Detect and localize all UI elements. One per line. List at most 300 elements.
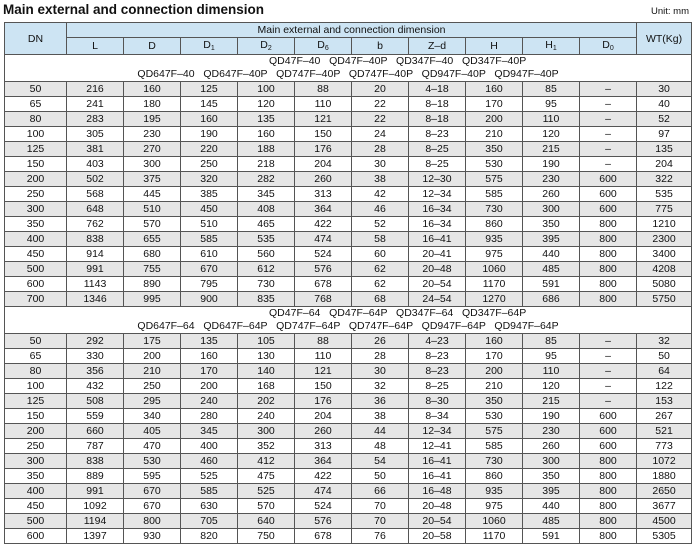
table-cell: 180 xyxy=(124,97,181,112)
table-cell: 350 xyxy=(5,469,67,484)
table-cell: 838 xyxy=(67,454,124,469)
table-cell: 670 xyxy=(124,499,181,514)
table-cell: 16–48 xyxy=(409,484,466,499)
table-cell: 190 xyxy=(181,127,238,142)
table-cell: 432 xyxy=(67,379,124,394)
table-row xyxy=(5,82,692,97)
table-cell: 364 xyxy=(295,202,352,217)
table-cell: 1210 xyxy=(637,217,692,232)
table-cell: 150 xyxy=(5,157,67,172)
table-cell: 58 xyxy=(352,232,409,247)
table-cell: 356 xyxy=(67,364,124,379)
table-cell: 991 xyxy=(67,262,124,277)
table-cell: 800 xyxy=(580,262,637,277)
table-cell: 450 xyxy=(5,499,67,514)
table-cell: 800 xyxy=(580,277,637,292)
table-cell: 188 xyxy=(238,142,295,157)
table-row xyxy=(5,247,692,262)
table-cell: 76 xyxy=(352,529,409,544)
table-cell: 730 xyxy=(466,454,523,469)
model-row xyxy=(5,55,692,82)
table-cell: 680 xyxy=(124,247,181,262)
table-cell: 12–34 xyxy=(409,187,466,202)
table-row xyxy=(5,112,692,127)
table-cell: 838 xyxy=(67,232,124,247)
table-row xyxy=(5,379,692,394)
table-cell: 62 xyxy=(352,277,409,292)
table-cell: 168 xyxy=(238,379,295,394)
table-cell: 800 xyxy=(580,232,637,247)
table-cell: 403 xyxy=(67,157,124,172)
table-cell: 450 xyxy=(181,202,238,217)
table-cell: 1143 xyxy=(67,277,124,292)
table-cell: 283 xyxy=(67,112,124,127)
table-cell: 204 xyxy=(295,157,352,172)
table-cell: 66 xyxy=(352,484,409,499)
table-cell: 8–30 xyxy=(409,394,466,409)
table-cell: 170 xyxy=(181,364,238,379)
table-cell: 600 xyxy=(580,409,637,424)
table-row xyxy=(5,232,692,247)
table-cell: 395 xyxy=(523,232,580,247)
column-header xyxy=(124,38,181,55)
table-cell: 40 xyxy=(637,97,692,112)
table-cell: 900 xyxy=(181,292,238,307)
table-cell: 510 xyxy=(124,202,181,217)
table-cell: 65 xyxy=(5,349,67,364)
table-cell: 250 xyxy=(181,157,238,172)
table-cell: 36 xyxy=(352,394,409,409)
table-cell: 559 xyxy=(67,409,124,424)
table-cell: 935 xyxy=(466,484,523,499)
table-cell: 20–54 xyxy=(409,514,466,529)
table-cell: 32 xyxy=(637,334,692,349)
table-cell: 800 xyxy=(580,454,637,469)
table-cell: 50 xyxy=(637,349,692,364)
table-cell: – xyxy=(580,142,637,157)
column-header xyxy=(181,38,238,55)
table-cell: 860 xyxy=(466,469,523,484)
table-cell: 330 xyxy=(67,349,124,364)
table-cell: 775 xyxy=(637,202,692,217)
table-row xyxy=(5,262,692,277)
table-cell: 313 xyxy=(295,187,352,202)
table-cell: 200 xyxy=(124,349,181,364)
table-cell: 190 xyxy=(523,157,580,172)
table-cell: 2300 xyxy=(637,232,692,247)
table-cell: 686 xyxy=(523,292,580,307)
table-cell: 80 xyxy=(5,112,67,127)
table-cell: 576 xyxy=(295,514,352,529)
column-header-subscript: 1 xyxy=(210,45,215,52)
table-row xyxy=(5,394,692,409)
table-cell: 204 xyxy=(637,157,692,172)
table-cell: 120 xyxy=(523,127,580,142)
table-cell: 267 xyxy=(637,409,692,424)
table-cell: 210 xyxy=(466,127,523,142)
table-cell: 773 xyxy=(637,439,692,454)
table-cell: 12–34 xyxy=(409,424,466,439)
table-cell: 570 xyxy=(238,499,295,514)
table-cell: – xyxy=(580,127,637,142)
table-cell: 153 xyxy=(637,394,692,409)
table-cell: 135 xyxy=(181,334,238,349)
table-cell: 160 xyxy=(124,82,181,97)
table-cell: 535 xyxy=(238,232,295,247)
table-row xyxy=(5,424,692,439)
table-cell: 38 xyxy=(352,172,409,187)
table-cell: 204 xyxy=(295,409,352,424)
table-cell: – xyxy=(580,112,637,127)
table-cell: 16–41 xyxy=(409,469,466,484)
table-cell: 800 xyxy=(580,529,637,544)
table-cell: 422 xyxy=(295,217,352,232)
table-cell: 485 xyxy=(523,262,580,277)
table-row xyxy=(5,292,692,307)
table-cell: 313 xyxy=(295,439,352,454)
table-cell: 44 xyxy=(352,424,409,439)
table-row xyxy=(5,469,692,484)
model-row xyxy=(5,307,692,334)
table-cell: 655 xyxy=(124,232,181,247)
table-cell: – xyxy=(580,379,637,394)
table-cell: 600 xyxy=(580,424,637,439)
table-row xyxy=(5,217,692,232)
table-cell: 80 xyxy=(5,364,67,379)
table-cell: 230 xyxy=(523,172,580,187)
column-header-main: D xyxy=(260,39,268,51)
column-header-main: D xyxy=(317,39,325,51)
table-cell: 12–30 xyxy=(409,172,466,187)
table-cell: 95 xyxy=(523,349,580,364)
table-cell: 524 xyxy=(295,247,352,262)
table-cell: 575 xyxy=(466,424,523,439)
table-cell: 97 xyxy=(637,127,692,142)
table-cell: 585 xyxy=(466,439,523,454)
table-cell: 16–41 xyxy=(409,454,466,469)
table-cell: 935 xyxy=(466,232,523,247)
column-header xyxy=(238,38,295,55)
table-cell: 975 xyxy=(466,247,523,262)
table-cell: 200 xyxy=(5,172,67,187)
table-cell: 8–34 xyxy=(409,409,466,424)
table-cell: 95 xyxy=(523,97,580,112)
table-cell: 4208 xyxy=(637,262,692,277)
table-cell: – xyxy=(580,97,637,112)
table-cell: 8–25 xyxy=(409,142,466,157)
table-cell: 20–58 xyxy=(409,529,466,544)
table-cell: 787 xyxy=(67,439,124,454)
table-cell: 216 xyxy=(67,82,124,97)
table-cell: 30 xyxy=(637,82,692,97)
table-cell: 28 xyxy=(352,142,409,157)
table-cell: 70 xyxy=(352,499,409,514)
table-cell: 530 xyxy=(466,157,523,172)
table-cell: 200 xyxy=(5,424,67,439)
table-cell: 524 xyxy=(295,499,352,514)
table-row xyxy=(5,187,692,202)
column-header-main: b xyxy=(377,40,383,52)
table-cell: 230 xyxy=(523,424,580,439)
table-cell: 150 xyxy=(5,409,67,424)
table-cell: 140 xyxy=(238,364,295,379)
table-cell: 65 xyxy=(5,97,67,112)
table-cell: 145 xyxy=(181,97,238,112)
table-cell: 50 xyxy=(5,334,67,349)
table-cell: 300 xyxy=(5,454,67,469)
table-cell: 295 xyxy=(124,394,181,409)
column-header-main: H xyxy=(545,39,553,51)
table-cell: 995 xyxy=(124,292,181,307)
column-header xyxy=(67,38,124,55)
table-cell: 595 xyxy=(124,469,181,484)
table-cell: 340 xyxy=(124,409,181,424)
table-cell: 530 xyxy=(124,454,181,469)
table-cell: 170 xyxy=(466,97,523,112)
table-cell: 62 xyxy=(352,262,409,277)
table-cell: 408 xyxy=(238,202,295,217)
column-header-main: Z–d xyxy=(427,40,447,52)
table-cell: 170 xyxy=(466,349,523,364)
table-cell: 16–41 xyxy=(409,232,466,247)
table-cell: 345 xyxy=(181,424,238,439)
table-cell: 20–41 xyxy=(409,247,466,262)
table-cell: 502 xyxy=(67,172,124,187)
table-cell: 465 xyxy=(238,217,295,232)
table-cell: 88 xyxy=(295,82,352,97)
table-cell: 521 xyxy=(637,424,692,439)
table-cell: 352 xyxy=(238,439,295,454)
table-cell: 46 xyxy=(352,202,409,217)
table-cell: 12–41 xyxy=(409,439,466,454)
table-cell: 8–25 xyxy=(409,379,466,394)
table-cell: 202 xyxy=(238,394,295,409)
table-cell: 670 xyxy=(181,262,238,277)
table-cell: 320 xyxy=(181,172,238,187)
table-cell: 350 xyxy=(523,469,580,484)
table-cell: 292 xyxy=(67,334,124,349)
table-cell: 88 xyxy=(295,334,352,349)
table-cell: 412 xyxy=(238,454,295,469)
table-cell: 70 xyxy=(352,514,409,529)
table-cell: 280 xyxy=(181,409,238,424)
table-cell: 450 xyxy=(5,247,67,262)
table-cell: 260 xyxy=(523,187,580,202)
table-cell: 200 xyxy=(466,364,523,379)
table-cell: 24–54 xyxy=(409,292,466,307)
table-cell: 215 xyxy=(523,142,580,157)
table-cell: 110 xyxy=(523,364,580,379)
table-cell: 1060 xyxy=(466,262,523,277)
table-cell: 215 xyxy=(523,394,580,409)
table-cell: 500 xyxy=(5,514,67,529)
table-cell: 30 xyxy=(352,157,409,172)
table-cell: – xyxy=(580,394,637,409)
table-cell: 800 xyxy=(580,514,637,529)
table-cell: 395 xyxy=(523,484,580,499)
column-header-subscript: 6 xyxy=(324,45,329,52)
table-row xyxy=(5,454,692,469)
table-cell: 60 xyxy=(352,247,409,262)
table-cell: 1270 xyxy=(466,292,523,307)
table-cell: 218 xyxy=(238,157,295,172)
table-cell: 195 xyxy=(124,112,181,127)
column-header-main: D xyxy=(148,40,156,52)
table-cell: 640 xyxy=(238,514,295,529)
table-cell: 800 xyxy=(580,469,637,484)
table-cell: 600 xyxy=(580,202,637,217)
table-cell: 160 xyxy=(466,82,523,97)
model-list xyxy=(5,307,692,334)
table-cell: 110 xyxy=(295,349,352,364)
table-cell: 755 xyxy=(124,262,181,277)
table-cell: 322 xyxy=(637,172,692,187)
table-cell: 300 xyxy=(124,157,181,172)
table-cell: 4–23 xyxy=(409,334,466,349)
header-dn: DN xyxy=(5,23,67,55)
table-cell: 200 xyxy=(466,112,523,127)
table-cell: 660 xyxy=(67,424,124,439)
table-row xyxy=(5,334,692,349)
table-cell: 585 xyxy=(181,484,238,499)
table-cell: 240 xyxy=(181,394,238,409)
table-row xyxy=(5,484,692,499)
table-cell: 120 xyxy=(523,379,580,394)
table-cell: 32 xyxy=(352,379,409,394)
table-cell: 381 xyxy=(67,142,124,157)
column-header xyxy=(295,38,352,55)
table-cell: 160 xyxy=(466,334,523,349)
table-cell: 750 xyxy=(238,529,295,544)
model-line: QD647F–64 QD647F–64P QD747F–64P QD747F–64P QD947F–64P QD947F–64P xyxy=(137,320,559,332)
table-cell: 345 xyxy=(238,187,295,202)
table-cell: 270 xyxy=(124,142,181,157)
table-cell: 800 xyxy=(580,484,637,499)
table-cell: 42 xyxy=(352,187,409,202)
table-cell: – xyxy=(580,157,637,172)
table-cell: 300 xyxy=(523,454,580,469)
table-cell: 52 xyxy=(352,217,409,232)
table-cell: 678 xyxy=(295,277,352,292)
table-cell: 1072 xyxy=(637,454,692,469)
column-header xyxy=(409,38,466,55)
table-cell: 121 xyxy=(295,112,352,127)
table-cell: 150 xyxy=(295,379,352,394)
table-cell: 585 xyxy=(181,232,238,247)
dimension-table xyxy=(4,22,692,544)
page-title: Main external and connection dimension xyxy=(3,2,265,17)
table-cell: 4500 xyxy=(637,514,692,529)
table-cell: 440 xyxy=(523,247,580,262)
table-cell: 508 xyxy=(67,394,124,409)
table-cell: 220 xyxy=(181,142,238,157)
table-cell: 560 xyxy=(238,247,295,262)
model-list xyxy=(5,55,692,82)
table-cell: 500 xyxy=(5,262,67,277)
table-cell: 3400 xyxy=(637,247,692,262)
table-cell: 8–18 xyxy=(409,97,466,112)
table-cell: 630 xyxy=(181,499,238,514)
table-cell: 50 xyxy=(5,82,67,97)
column-header-subscript: 0 xyxy=(609,45,614,52)
table-cell: 600 xyxy=(580,187,637,202)
table-cell: 485 xyxy=(523,514,580,529)
table-cell: 400 xyxy=(5,484,67,499)
table-cell: 350 xyxy=(466,142,523,157)
table-cell: 600 xyxy=(580,172,637,187)
column-header-subscript: 2 xyxy=(267,45,272,52)
table-row xyxy=(5,172,692,187)
table-row xyxy=(5,364,692,379)
table-cell: 535 xyxy=(637,187,692,202)
table-row xyxy=(5,349,692,364)
column-header-main: D xyxy=(602,39,610,51)
table-cell: 8–18 xyxy=(409,112,466,127)
table-cell: 930 xyxy=(124,529,181,544)
table-cell: 405 xyxy=(124,424,181,439)
table-cell: 705 xyxy=(181,514,238,529)
header-group: Main external and connection dimension xyxy=(67,23,637,38)
table-cell: 241 xyxy=(67,97,124,112)
table-cell: 820 xyxy=(181,529,238,544)
table-cell: 50 xyxy=(352,469,409,484)
table-cell: 800 xyxy=(580,499,637,514)
table-cell: 300 xyxy=(238,424,295,439)
table-cell: 474 xyxy=(295,232,352,247)
table-cell: 190 xyxy=(523,409,580,424)
table-cell: 475 xyxy=(238,469,295,484)
model-line: QD647F–40 QD647F–40P QD747F–40P QD747F–40P QD947F–40P QD947F–40P xyxy=(137,68,559,80)
table-cell: 150 xyxy=(295,127,352,142)
table-cell: 24 xyxy=(352,127,409,142)
table-cell: 890 xyxy=(124,277,181,292)
table-row xyxy=(5,202,692,217)
table-cell: 600 xyxy=(5,277,67,292)
table-cell: 1170 xyxy=(466,529,523,544)
table-cell: 176 xyxy=(295,142,352,157)
table-cell: 300 xyxy=(523,202,580,217)
table-cell: 38 xyxy=(352,409,409,424)
table-cell: 350 xyxy=(5,217,67,232)
table-cell: 350 xyxy=(523,217,580,232)
table-cell: – xyxy=(580,349,637,364)
table-cell: 800 xyxy=(124,514,181,529)
table-cell: 5080 xyxy=(637,277,692,292)
table-cell: 30 xyxy=(352,364,409,379)
table-cell: 26 xyxy=(352,334,409,349)
table-cell: 20–48 xyxy=(409,262,466,277)
table-cell: 575 xyxy=(466,172,523,187)
table-cell: 282 xyxy=(238,172,295,187)
table-cell: 300 xyxy=(5,202,67,217)
table-cell: 470 xyxy=(124,439,181,454)
table-cell: 591 xyxy=(523,277,580,292)
table-row xyxy=(5,97,692,112)
table-cell: 585 xyxy=(466,187,523,202)
table-cell: 200 xyxy=(181,379,238,394)
table-cell: 28 xyxy=(352,349,409,364)
table-cell: 648 xyxy=(67,202,124,217)
table-cell: – xyxy=(580,364,637,379)
table-cell: 3677 xyxy=(637,499,692,514)
table-cell: 260 xyxy=(295,172,352,187)
table-cell: 1397 xyxy=(67,529,124,544)
table-cell: 975 xyxy=(466,499,523,514)
table-cell: 730 xyxy=(466,202,523,217)
table-cell: 385 xyxy=(181,187,238,202)
table-row xyxy=(5,499,692,514)
column-header xyxy=(352,38,409,55)
